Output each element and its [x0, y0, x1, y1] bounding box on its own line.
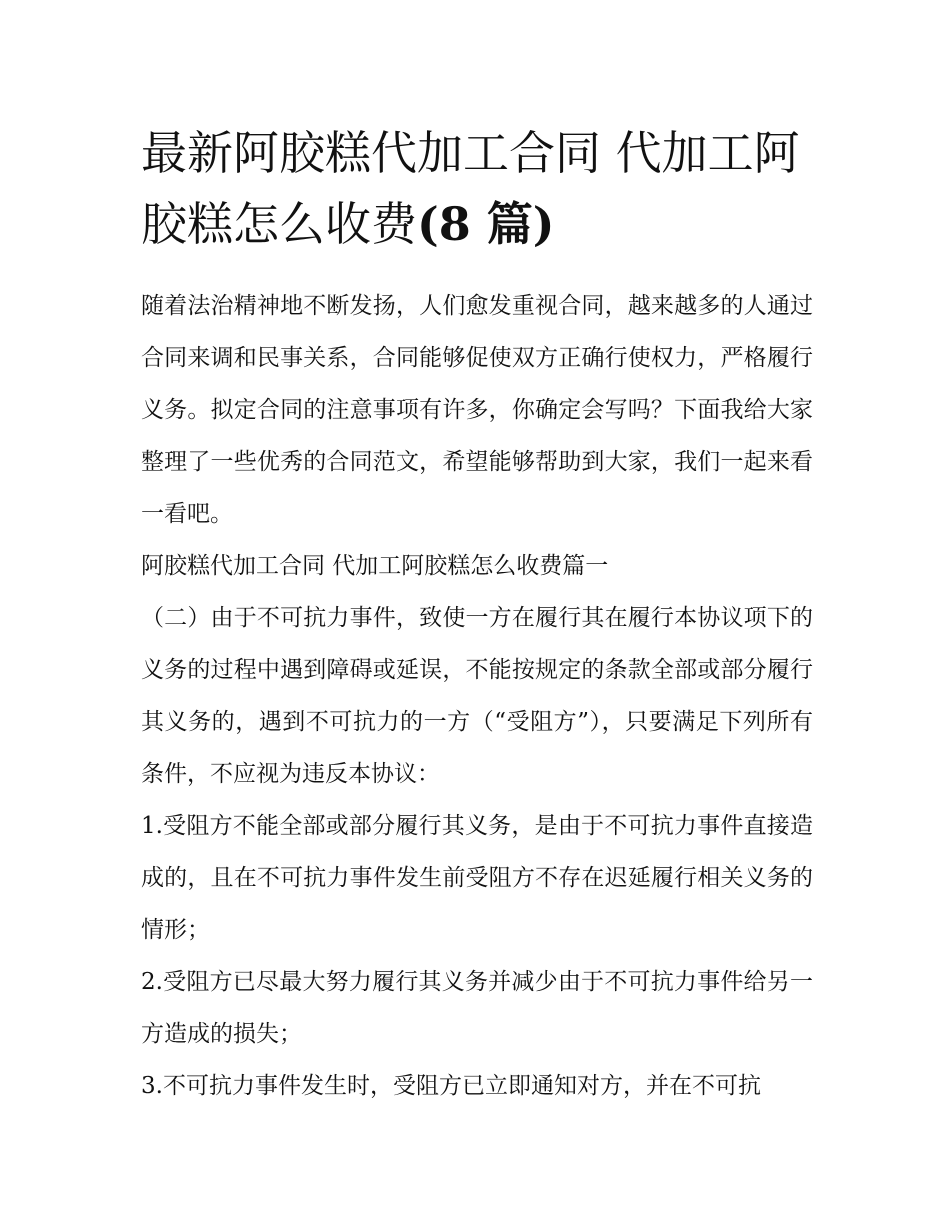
title-main: 最新阿胶糕代加工合同 代加工阿胶糕怎么收费	[141, 126, 800, 251]
clause-2: 2.受阻方已尽最大努力履行其义务并减少由于不可抗力事件给另一方造成的损失；	[141, 969, 813, 1047]
section-heading: 阿胶糕代加工合同 代加工阿胶糕怎么收费篇一	[141, 553, 609, 579]
clause-1: 1.受阻方不能全部或部分履行其义务，是由于不可抗力事件直接造成的，且在不可抗力事件发生前受阻方不存在迟延履行相关义务的情形；	[141, 813, 813, 943]
document-page	[141, 118, 813, 1112]
body-paragraph: （二）由于不可抗力事件，致使一方在履行其在履行本协议项下的义务的过程中遇到障碍或延误，不能按规定的条款全部或部分履行其义务的，遇到不可抗力的一方（“受阻方”），只要满足下列所有条件，不应视为违反本协议：	[141, 605, 813, 787]
document-title	[141, 118, 813, 260]
title-suffix: (8 篇)	[417, 197, 555, 251]
intro-paragraph: 随着法治精神地不断发扬，人们愈发重视合同，越来越多的人通过合同来调和民事关系，合同能够促使双方正确行使权力，严格履行义务。拟定合同的注意事项有许多，你确定会写吗？下面我给大家整理了一些优秀的合同范文，希望能够帮助到大家，我们一起来看一看吧。	[141, 293, 813, 527]
clause-3: 3.不可抗力事件发生时，受阻方已立即通知对方，并在不可抗	[141, 1073, 761, 1099]
